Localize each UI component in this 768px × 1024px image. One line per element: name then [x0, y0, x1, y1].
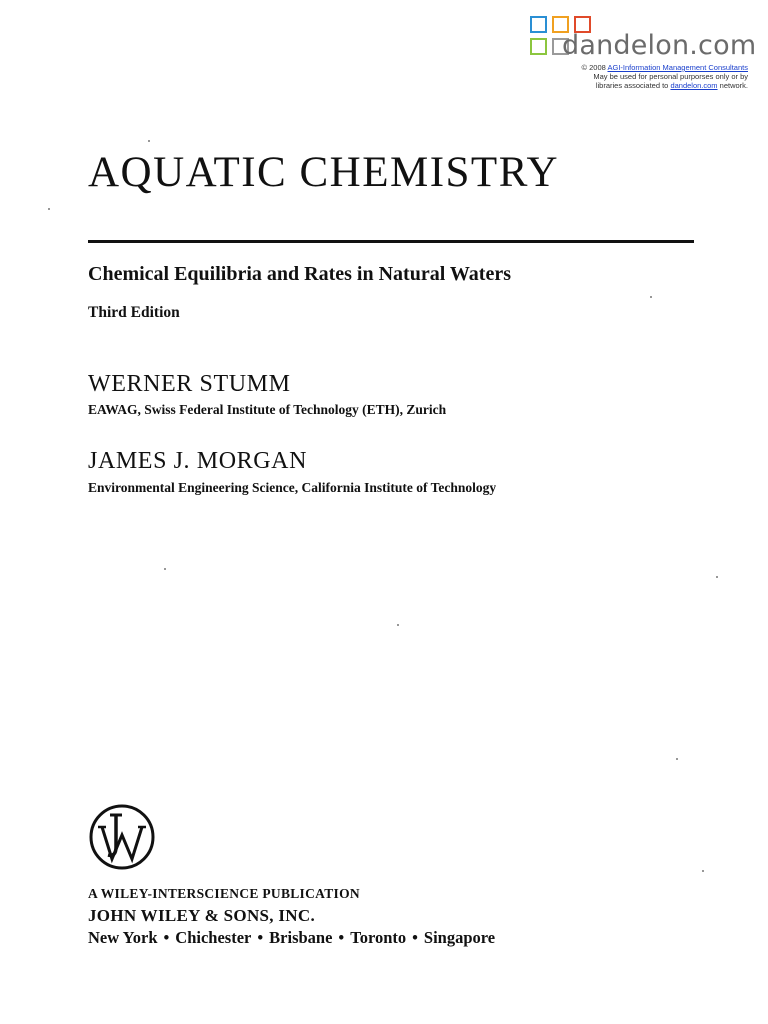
imprint-line: A WILEY-INTERSCIENCE PUBLICATION — [88, 886, 360, 901]
publisher-cities — [88, 928, 495, 948]
watermark-agi-link[interactable]: AGI-Information Management Consultants — [607, 63, 748, 72]
author-name-2: JAMES J. MORGAN — [88, 448, 308, 474]
scan-speck — [650, 296, 652, 298]
book-edition: Third Edition — [88, 304, 180, 321]
watermark-brand: dandelon.com — [562, 30, 757, 61]
author-affiliation-2: Environmental Engineering Science, California Institute of Technology — [88, 480, 497, 495]
dandelon-watermark-logo — [528, 14, 757, 64]
scan-speck — [702, 870, 704, 872]
title-rule — [88, 240, 694, 243]
city-item: Singapore — [423, 928, 496, 947]
city-item: Chichester — [175, 928, 252, 947]
watermark-dandelon-link[interactable]: dandelon.com — [670, 81, 718, 90]
publisher-name: JOHN WILEY & SONS, INC. — [88, 906, 315, 925]
city-item: Toronto — [350, 928, 407, 947]
scan-speck — [676, 758, 678, 760]
scan-speck — [148, 140, 150, 142]
logo-square-blue — [530, 16, 547, 33]
city-separator: • — [412, 928, 418, 947]
watermark-line-1: © 2008 AGI-Information Management Consultants — [581, 63, 748, 72]
book-title: AQUATIC CHEMISTRY — [88, 149, 560, 196]
city-separator: • — [163, 928, 170, 947]
logo-square-green — [530, 38, 547, 55]
author-affiliation-1: EAWAG, Swiss Federal Institute of Technology (ETH), Zurich — [88, 402, 447, 417]
city-item: New York — [88, 928, 158, 947]
scan-speck — [397, 624, 399, 626]
book-subtitle: Chemical Equilibria and Rates in Natural Waters — [88, 263, 511, 285]
watermark-line-2: May be used for personal purporses only or by — [593, 72, 748, 81]
scan-speck — [48, 208, 50, 210]
watermark-line-3: libraries associated to dandelon.com network. — [595, 81, 748, 90]
scan-speck — [716, 576, 718, 578]
city-separator: • — [338, 928, 345, 947]
watermark-notice — [488, 63, 748, 90]
city-item: Brisbane — [269, 928, 333, 947]
city-separator: • — [257, 928, 264, 947]
wiley-jw-logo-icon — [88, 803, 156, 871]
scan-speck — [164, 568, 166, 570]
author-name-1: WERNER STUMM — [88, 371, 291, 397]
